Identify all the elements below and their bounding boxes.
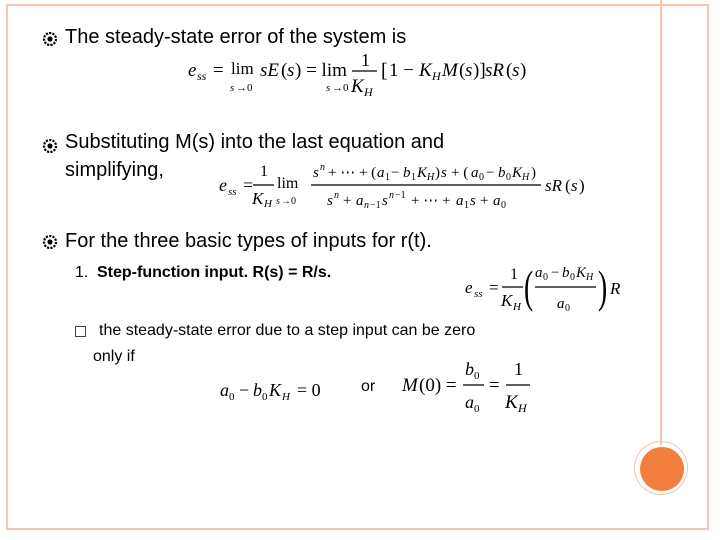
svg-text:0: 0: [262, 391, 268, 403]
svg-text:(0) =: (0) =: [419, 375, 457, 396]
svg-text:H: H: [586, 272, 594, 283]
svg-text:): ): [531, 165, 536, 181]
svg-text:0: 0: [506, 172, 511, 183]
svg-text:+: +: [480, 193, 489, 209]
zero-error-condition-equation: [220, 374, 350, 404]
svg-text:K: K: [252, 189, 264, 208]
step-error-equation: [465, 260, 630, 318]
svg-text:H: H: [513, 301, 521, 313]
decorative-orange-dot: [640, 447, 684, 491]
gear-bullet-icon: [43, 32, 57, 46]
svg-text:s: s: [276, 196, 280, 207]
svg-text:e: e: [188, 60, 197, 81]
step-input-number: 1.: [75, 264, 89, 281]
svg-text:=: =: [489, 375, 500, 396]
svg-text:s: s: [327, 193, 333, 209]
svg-text:=: =: [243, 175, 254, 195]
sub-bullet-line-1: the steady-state error due to a step input can be zero: [99, 322, 476, 339]
steady-state-error-equation: [188, 48, 528, 98]
svg-text:H: H: [518, 401, 527, 415]
svg-text:R: R: [610, 279, 621, 298]
svg-text:= 0: = 0: [297, 380, 321, 400]
svg-text:H: H: [264, 198, 272, 210]
svg-text:e: e: [219, 175, 227, 195]
bullet-1-text: The steady-state error of the system is: [65, 26, 407, 48]
svg-text:s: s: [571, 176, 578, 195]
svg-text:a: a: [471, 165, 479, 181]
svg-text:s: s: [512, 60, 520, 81]
svg-text:K: K: [417, 165, 428, 181]
simplified-error-equation: [219, 158, 604, 210]
svg-text:e: e: [465, 278, 473, 297]
svg-text:b: b: [498, 165, 506, 181]
svg-text:→0: →0: [281, 196, 296, 207]
svg-text:): ): [520, 60, 527, 81]
svg-text:s: s: [287, 60, 295, 81]
svg-text:) = lim: ) = lim: [295, 60, 347, 81]
gear-bullet-icon: [43, 235, 57, 249]
svg-text:−1: −1: [370, 200, 381, 211]
step-input-label: Step-function input. R(s) = R/s.: [97, 264, 332, 281]
svg-text:a: a: [356, 193, 364, 209]
svg-text:1: 1: [510, 266, 518, 283]
svg-text:1: 1: [361, 50, 370, 70]
svg-text:(: (: [506, 60, 513, 81]
svg-text:1: 1: [464, 200, 469, 211]
svg-text:0: 0: [501, 200, 506, 211]
svg-text:lim: lim: [231, 59, 254, 78]
svg-text:ss: ss: [197, 69, 207, 83]
svg-text:a: a: [535, 265, 543, 281]
svg-text:+ (: + (: [451, 165, 469, 181]
svg-text:b: b: [562, 265, 570, 281]
svg-text:=: =: [213, 60, 224, 81]
svg-text:0: 0: [543, 272, 548, 283]
svg-text:n: n: [334, 190, 339, 201]
svg-text:): ): [598, 261, 608, 313]
svg-text:0: 0: [565, 303, 570, 314]
svg-text:b: b: [253, 380, 262, 400]
bullet-2-line-1: Substituting M(s) into the last equation and: [65, 131, 445, 153]
svg-text:0: 0: [479, 172, 484, 183]
svg-text:)]: )]: [473, 60, 486, 81]
svg-text:H: H: [364, 85, 373, 99]
svg-text:s: s: [326, 82, 331, 94]
svg-text:K: K: [269, 380, 282, 400]
svg-text:K: K: [576, 265, 587, 281]
svg-text:+: +: [343, 193, 352, 209]
svg-text:s: s: [465, 60, 473, 81]
svg-text:K: K: [512, 165, 523, 181]
svg-text:a: a: [465, 392, 474, 412]
svg-text:ss: ss: [474, 288, 483, 300]
svg-text:n: n: [389, 190, 394, 201]
sub-bullet-line-2: only if: [93, 348, 135, 365]
svg-text:−: −: [551, 265, 560, 281]
svg-text:1 −: 1 −: [389, 60, 414, 81]
svg-text:M: M: [402, 375, 418, 396]
svg-text:): ): [435, 165, 440, 181]
svg-text:b: b: [403, 165, 411, 181]
svg-text:[: [: [381, 60, 388, 82]
svg-text:1: 1: [514, 359, 523, 379]
svg-text:H: H: [522, 172, 530, 183]
bullet-3-text: For the three basic types of inputs for r(t).: [65, 230, 432, 252]
svg-text:(: (: [459, 60, 466, 81]
svg-text:s: s: [313, 165, 319, 181]
bullet-2-line-2: simplifying,: [65, 159, 164, 181]
svg-text:(: (: [524, 261, 534, 313]
svg-text:n: n: [364, 200, 369, 211]
svg-text:b: b: [465, 359, 474, 379]
svg-text:lim: lim: [277, 175, 299, 192]
svg-text:0: 0: [570, 272, 575, 283]
svg-text:−: −: [391, 165, 400, 181]
svg-text:a: a: [220, 380, 229, 400]
checkbox-bullet-icon: [75, 326, 86, 337]
svg-text:1: 1: [385, 172, 390, 183]
svg-text:s: s: [441, 165, 447, 181]
svg-text:K: K: [419, 60, 432, 81]
svg-text:M: M: [442, 60, 458, 81]
svg-text:+ ⋯ +: + ⋯ +: [411, 193, 451, 209]
svg-text:→0: →0: [236, 82, 253, 94]
svg-text:1: 1: [260, 163, 268, 180]
svg-text:−1: −1: [395, 190, 406, 201]
svg-text:(: (: [565, 176, 571, 195]
svg-text:s: s: [382, 193, 388, 209]
svg-text:0: 0: [474, 370, 480, 382]
svg-text:sR: sR: [485, 60, 504, 81]
svg-text:): ): [579, 176, 585, 195]
svg-text:s: s: [230, 82, 235, 94]
right-rule-line: [660, 0, 662, 445]
svg-text:=: =: [489, 278, 499, 297]
svg-text:K: K: [505, 392, 518, 413]
dc-gain-condition-equation: [402, 356, 532, 418]
gear-bullet-icon: [43, 139, 57, 153]
svg-text:s: s: [470, 193, 476, 209]
svg-text:K: K: [501, 291, 513, 310]
or-text: or: [361, 378, 376, 395]
svg-text:a: a: [493, 193, 501, 209]
svg-text:−: −: [239, 380, 250, 400]
svg-text:sR: sR: [545, 176, 562, 195]
svg-text:+ ⋯ + (: + ⋯ + (: [328, 165, 377, 181]
svg-text:H: H: [427, 172, 435, 183]
svg-text:H: H: [432, 69, 441, 83]
svg-text:a: a: [456, 193, 464, 209]
svg-text:a: a: [557, 296, 565, 312]
svg-text:ss: ss: [228, 186, 237, 198]
svg-text:(: (: [281, 60, 288, 81]
svg-text:K: K: [351, 76, 364, 97]
svg-text:1: 1: [411, 172, 416, 183]
svg-text:−: −: [486, 165, 495, 181]
svg-text:sE: sE: [260, 60, 279, 81]
svg-text:a: a: [377, 165, 385, 181]
svg-text:→0: →0: [332, 82, 349, 94]
svg-text:n: n: [320, 162, 325, 173]
svg-text:0: 0: [229, 391, 235, 403]
svg-text:0: 0: [474, 403, 480, 415]
svg-text:H: H: [282, 391, 290, 403]
